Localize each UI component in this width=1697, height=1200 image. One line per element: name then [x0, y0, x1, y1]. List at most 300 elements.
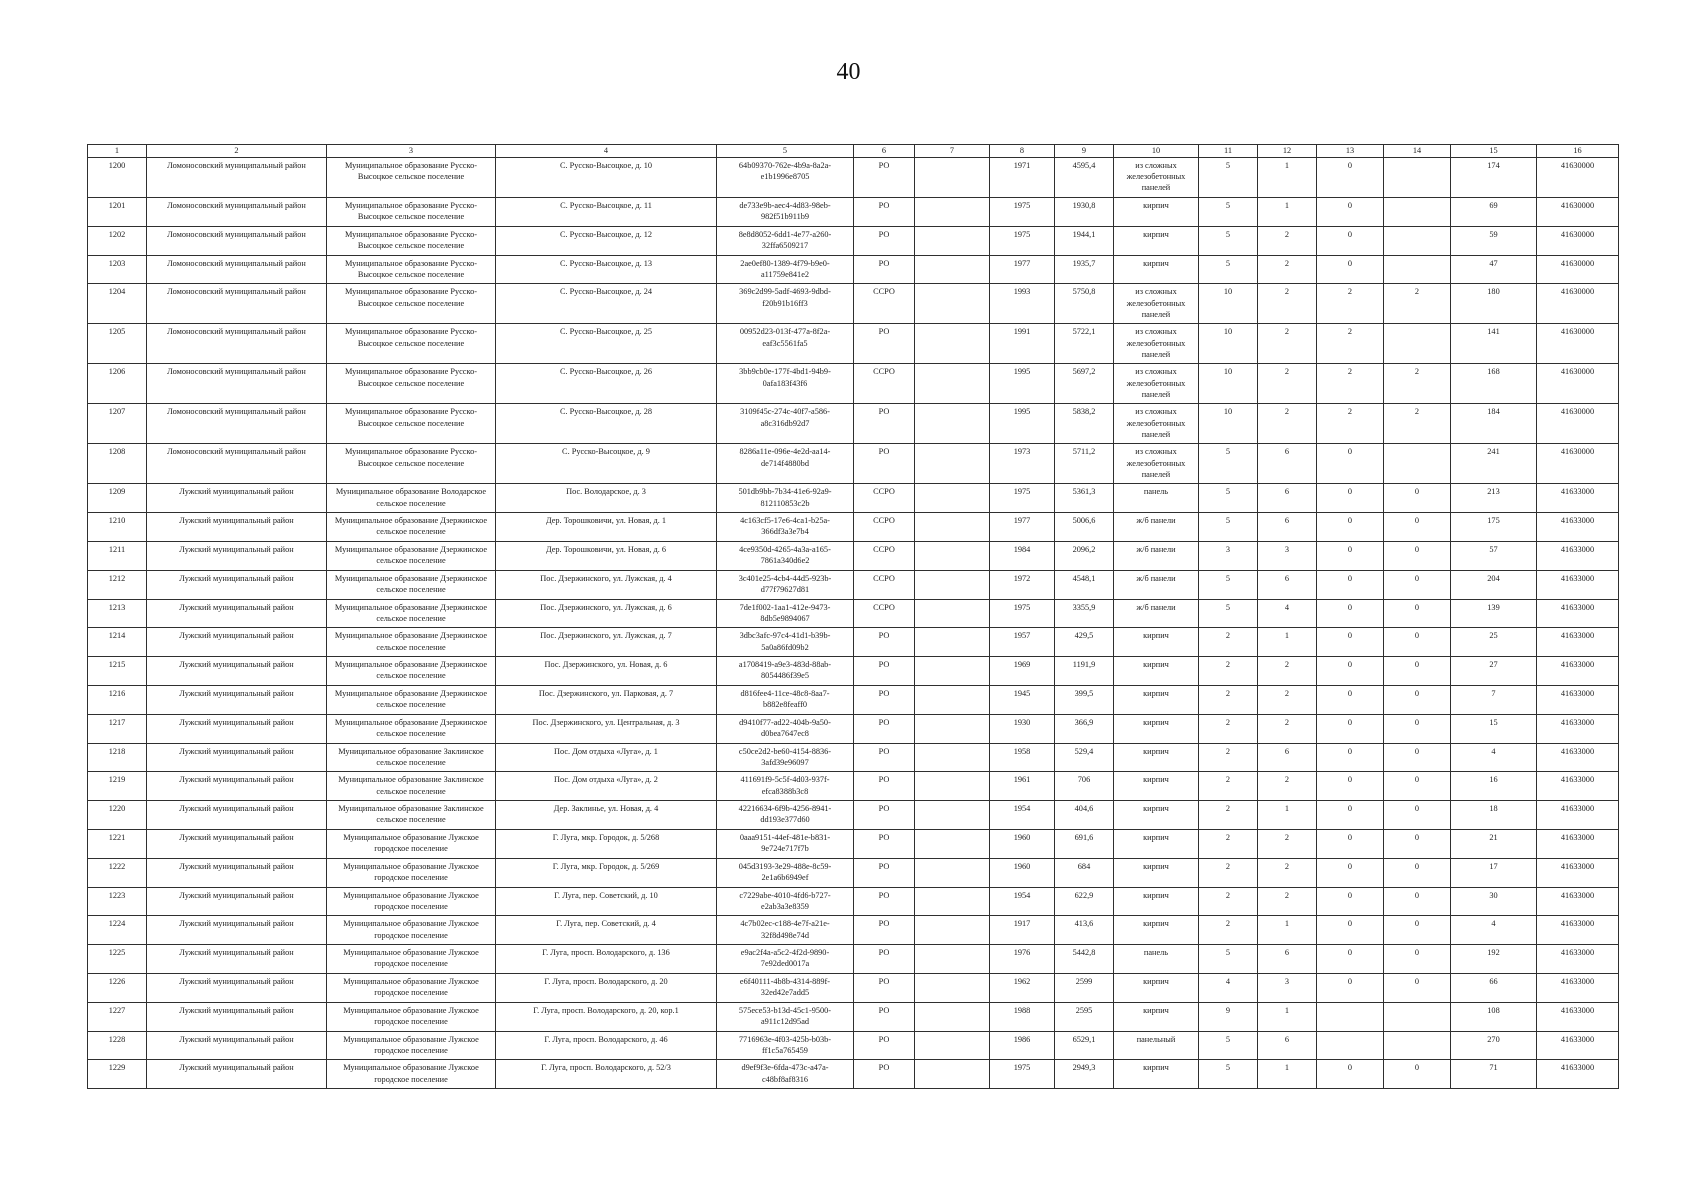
cell-type: РО [854, 772, 915, 801]
cell-col-13: 0 [1317, 541, 1384, 570]
cell-entrances: 6 [1258, 484, 1317, 513]
cell-oktmo: 41630000 [1537, 284, 1619, 324]
cell-area: 622,9 [1055, 887, 1114, 916]
cell-entrances: 6 [1258, 513, 1317, 542]
cell-address: Пос. Дом отдыха «Луга», д. 2 [496, 772, 717, 801]
cell-col-13: 0 [1317, 801, 1384, 830]
cell-guid: 575ece53-b13d-45c1-9500-a911c12d95ad [717, 1002, 854, 1031]
table-row [88, 887, 1619, 916]
cell-wall-material: кирпич [1114, 801, 1199, 830]
cell-col-13: 0 [1317, 945, 1384, 974]
cell-address: Пос. Дзержинского, ул. Лужская, д. 6 [496, 599, 717, 628]
cell-col-13: 2 [1317, 324, 1384, 364]
cell-row-number: 1229 [88, 1060, 147, 1089]
cell-guid: c50ce2d2-be60-4154-8836-3afd39e96097 [717, 743, 854, 772]
cell-district: Лужский муниципальный район [147, 685, 327, 714]
cell-col-14: 0 [1384, 945, 1451, 974]
cell-col-7 [915, 541, 990, 570]
cell-oktmo: 41633000 [1537, 801, 1619, 830]
table-row [88, 801, 1619, 830]
cell-wall-material: кирпич [1114, 1002, 1199, 1031]
cell-col-13: 2 [1317, 284, 1384, 324]
cell-col-13: 0 [1317, 858, 1384, 887]
cell-col-7 [915, 1060, 990, 1089]
table-row [88, 599, 1619, 628]
cell-row-number: 1219 [88, 772, 147, 801]
cell-col-7 [915, 444, 990, 484]
cell-type: РО [854, 973, 915, 1002]
cell-row-number: 1212 [88, 570, 147, 599]
cell-oktmo: 41630000 [1537, 226, 1619, 255]
cell-guid: 0aaa9151-44ef-481e-b831-9e724e717f7b [717, 829, 854, 858]
cell-floors: 4 [1199, 973, 1258, 1002]
cell-district: Лужский муниципальный район [147, 801, 327, 830]
cell-col-7 [915, 570, 990, 599]
cell-year-built: 1960 [990, 829, 1055, 858]
cell-col-14 [1384, 324, 1451, 364]
cell-residents: 108 [1451, 1002, 1537, 1031]
cell-col-14: 0 [1384, 570, 1451, 599]
cell-col-13: 0 [1317, 772, 1384, 801]
cell-residents: 16 [1451, 772, 1537, 801]
cell-residents: 213 [1451, 484, 1537, 513]
cell-area: 404,6 [1055, 801, 1114, 830]
cell-residents: 184 [1451, 404, 1537, 444]
cell-entrances: 2 [1258, 772, 1317, 801]
cell-type: ССРО [854, 364, 915, 404]
cell-row-number: 1202 [88, 226, 147, 255]
cell-year-built: 1991 [990, 324, 1055, 364]
cell-col-13: 0 [1317, 484, 1384, 513]
cell-oktmo: 41633000 [1537, 599, 1619, 628]
cell-type: РО [854, 158, 915, 198]
housing-registry-table [87, 144, 1619, 1089]
cell-residents: 175 [1451, 513, 1537, 542]
cell-wall-material: из сложных железобетонных панелей [1114, 404, 1199, 444]
table-row [88, 541, 1619, 570]
cell-oktmo: 41633000 [1537, 1031, 1619, 1060]
cell-type: РО [854, 945, 915, 974]
cell-wall-material: кирпич [1114, 628, 1199, 657]
cell-guid: 501db9bb-7b34-41e6-92a9-812110853c2b [717, 484, 854, 513]
cell-type: РО [854, 829, 915, 858]
cell-year-built: 1993 [990, 284, 1055, 324]
cell-residents: 4 [1451, 743, 1537, 772]
cell-guid: 3bb9cb0e-177f-4bd1-94b9-0afa183f43f6 [717, 364, 854, 404]
cell-floors: 5 [1199, 226, 1258, 255]
cell-area: 529,4 [1055, 743, 1114, 772]
cell-area: 4548,1 [1055, 570, 1114, 599]
cell-district: Ломоносовский муниципальный район [147, 198, 327, 227]
cell-floors: 2 [1199, 657, 1258, 686]
cell-type: РО [854, 404, 915, 444]
cell-entrances: 1 [1258, 916, 1317, 945]
cell-col-13: 0 [1317, 599, 1384, 628]
cell-residents: 18 [1451, 801, 1537, 830]
cell-year-built: 1957 [990, 628, 1055, 657]
cell-year-built: 1975 [990, 484, 1055, 513]
cell-district: Лужский муниципальный район [147, 541, 327, 570]
cell-guid: 045d3193-3e29-488e-8c59-2e1a6b6949ef [717, 858, 854, 887]
cell-residents: 59 [1451, 226, 1537, 255]
cell-col-14: 0 [1384, 513, 1451, 542]
cell-col-7 [915, 714, 990, 743]
cell-guid: 4ce9350d-4265-4a3a-a165-7861a340d6e2 [717, 541, 854, 570]
column-header-4: 4 [496, 145, 717, 158]
cell-col-14: 0 [1384, 801, 1451, 830]
cell-year-built: 1930 [990, 714, 1055, 743]
cell-municipality: Муниципальное образование Лужское городское поселение [327, 1060, 496, 1089]
cell-entrances: 1 [1258, 801, 1317, 830]
cell-oktmo: 41630000 [1537, 255, 1619, 284]
cell-row-number: 1209 [88, 484, 147, 513]
cell-col-7 [915, 1031, 990, 1060]
cell-col-13: 0 [1317, 657, 1384, 686]
cell-col-14: 0 [1384, 772, 1451, 801]
cell-year-built: 1995 [990, 364, 1055, 404]
cell-wall-material: кирпич [1114, 916, 1199, 945]
cell-entrances: 2 [1258, 714, 1317, 743]
cell-year-built: 1995 [990, 404, 1055, 444]
cell-wall-material: кирпич [1114, 858, 1199, 887]
cell-wall-material: кирпич [1114, 829, 1199, 858]
cell-col-7 [915, 829, 990, 858]
cell-entrances: 2 [1258, 404, 1317, 444]
cell-floors: 2 [1199, 829, 1258, 858]
cell-residents: 17 [1451, 858, 1537, 887]
cell-col-7 [915, 772, 990, 801]
cell-municipality: Муниципальное образование Заклинское сельское поселение [327, 772, 496, 801]
cell-address: Г. Луга, просп. Володарского, д. 136 [496, 945, 717, 974]
cell-row-number: 1206 [88, 364, 147, 404]
cell-residents: 168 [1451, 364, 1537, 404]
cell-district: Лужский муниципальный район [147, 916, 327, 945]
column-header-12: 12 [1258, 145, 1317, 158]
cell-residents: 57 [1451, 541, 1537, 570]
cell-address: Г. Луга, мкр. Городок, д. 5/268 [496, 829, 717, 858]
cell-municipality: Муниципальное образование Лужское городское поселение [327, 1031, 496, 1060]
cell-col-7 [915, 945, 990, 974]
cell-municipality: Муниципальное образование Лужское городское поселение [327, 858, 496, 887]
cell-year-built: 1917 [990, 916, 1055, 945]
cell-floors: 2 [1199, 743, 1258, 772]
cell-municipality: Муниципальное образование Лужское городское поселение [327, 945, 496, 974]
cell-col-13: 0 [1317, 570, 1384, 599]
cell-oktmo: 41633000 [1537, 570, 1619, 599]
cell-oktmo: 41633000 [1537, 1002, 1619, 1031]
cell-type: РО [854, 916, 915, 945]
cell-oktmo: 41633000 [1537, 628, 1619, 657]
cell-entrances: 6 [1258, 1031, 1317, 1060]
table-row [88, 858, 1619, 887]
cell-floors: 10 [1199, 404, 1258, 444]
cell-guid: 00952d23-013f-477a-8f2a-eaf3c5561fa5 [717, 324, 854, 364]
cell-col-13: 0 [1317, 628, 1384, 657]
cell-residents: 141 [1451, 324, 1537, 364]
cell-year-built: 1954 [990, 887, 1055, 916]
cell-guid: 3dbc3afc-97c4-41d1-b39b-5a0a86fd09b2 [717, 628, 854, 657]
cell-col-13: 0 [1317, 158, 1384, 198]
cell-row-number: 1228 [88, 1031, 147, 1060]
cell-district: Ломоносовский муниципальный район [147, 226, 327, 255]
cell-type: ССРО [854, 570, 915, 599]
cell-oktmo: 41633000 [1537, 916, 1619, 945]
cell-oktmo: 41630000 [1537, 158, 1619, 198]
cell-row-number: 1204 [88, 284, 147, 324]
cell-municipality: Муниципальное образование Русско-Высоцкое сельское поселение [327, 226, 496, 255]
cell-type: РО [854, 887, 915, 916]
cell-col-14: 0 [1384, 714, 1451, 743]
table-row [88, 916, 1619, 945]
cell-floors: 2 [1199, 628, 1258, 657]
cell-area: 366,9 [1055, 714, 1114, 743]
cell-floors: 5 [1199, 599, 1258, 628]
cell-row-number: 1215 [88, 657, 147, 686]
cell-municipality: Муниципальное образование Дзержинское сельское поселение [327, 657, 496, 686]
cell-wall-material: панель [1114, 945, 1199, 974]
cell-type: РО [854, 1002, 915, 1031]
cell-col-14: 0 [1384, 916, 1451, 945]
cell-municipality: Муниципальное образование Лужское городское поселение [327, 887, 496, 916]
cell-address: Пос. Дзержинского, ул. Лужская, д. 7 [496, 628, 717, 657]
cell-area: 691,6 [1055, 829, 1114, 858]
cell-guid: de733e9b-aec4-4d83-98eb-982f51b911b9 [717, 198, 854, 227]
cell-col-7 [915, 685, 990, 714]
cell-wall-material: кирпич [1114, 1060, 1199, 1089]
cell-address: Г. Луга, просп. Володарского, д. 46 [496, 1031, 717, 1060]
cell-type: РО [854, 1031, 915, 1060]
cell-year-built: 1945 [990, 685, 1055, 714]
column-header-14: 14 [1384, 145, 1451, 158]
table-row [88, 158, 1619, 198]
cell-district: Лужский муниципальный район [147, 1031, 327, 1060]
cell-area: 5697,2 [1055, 364, 1114, 404]
cell-municipality: Муниципальное образование Русско-Высоцкое сельское поселение [327, 158, 496, 198]
column-header-16: 16 [1537, 145, 1619, 158]
cell-year-built: 1976 [990, 945, 1055, 974]
page-number: 40 [836, 59, 861, 85]
cell-col-14: 0 [1384, 887, 1451, 916]
cell-row-number: 1210 [88, 513, 147, 542]
column-header-3: 3 [327, 145, 496, 158]
cell-oktmo: 41633000 [1537, 887, 1619, 916]
cell-oktmo: 41633000 [1537, 714, 1619, 743]
cell-col-7 [915, 364, 990, 404]
cell-district: Ломоносовский муниципальный район [147, 404, 327, 444]
cell-wall-material: кирпич [1114, 973, 1199, 1002]
cell-type: ССРО [854, 541, 915, 570]
table-row [88, 743, 1619, 772]
cell-floors: 2 [1199, 887, 1258, 916]
cell-area: 1191,9 [1055, 657, 1114, 686]
column-header-10: 10 [1114, 145, 1199, 158]
cell-entrances: 1 [1258, 628, 1317, 657]
cell-entrances: 2 [1258, 255, 1317, 284]
cell-col-13: 0 [1317, 444, 1384, 484]
cell-entrances: 1 [1258, 1060, 1317, 1089]
cell-type: ССРО [854, 484, 915, 513]
cell-type: ССРО [854, 599, 915, 628]
cell-floors: 3 [1199, 541, 1258, 570]
cell-area: 5838,2 [1055, 404, 1114, 444]
cell-guid: d9ef9f3e-6fda-473c-a47a-c48bf8af8316 [717, 1060, 854, 1089]
cell-address: Пос. Дзержинского, ул. Парковая, д. 7 [496, 685, 717, 714]
cell-col-14: 0 [1384, 541, 1451, 570]
cell-col-13: 2 [1317, 404, 1384, 444]
cell-row-number: 1200 [88, 158, 147, 198]
cell-row-number: 1211 [88, 541, 147, 570]
cell-area: 5361,3 [1055, 484, 1114, 513]
cell-entrances: 2 [1258, 829, 1317, 858]
cell-oktmo: 41630000 [1537, 198, 1619, 227]
cell-col-14: 2 [1384, 364, 1451, 404]
cell-residents: 30 [1451, 887, 1537, 916]
column-header-11: 11 [1199, 145, 1258, 158]
table-row [88, 628, 1619, 657]
cell-entrances: 6 [1258, 743, 1317, 772]
cell-wall-material: панельный [1114, 1031, 1199, 1060]
cell-guid: d816fee4-11ce-48c8-8aa7-b882e8feaff0 [717, 685, 854, 714]
column-header-15: 15 [1451, 145, 1537, 158]
cell-oktmo: 41633000 [1537, 513, 1619, 542]
cell-address: Пос. Дом отдыха «Луга», д. 1 [496, 743, 717, 772]
cell-guid: 4c163cf5-17e6-4ca1-b25a-366df3a3e7b4 [717, 513, 854, 542]
cell-col-14: 0 [1384, 599, 1451, 628]
cell-floors: 5 [1199, 484, 1258, 513]
cell-col-7 [915, 284, 990, 324]
cell-oktmo: 41633000 [1537, 772, 1619, 801]
cell-col-14: 2 [1384, 284, 1451, 324]
cell-district: Лужский муниципальный район [147, 945, 327, 974]
cell-year-built: 1960 [990, 858, 1055, 887]
cell-address: Пос. Дзержинского, ул. Лужская, д. 4 [496, 570, 717, 599]
cell-col-7 [915, 599, 990, 628]
cell-col-14: 0 [1384, 829, 1451, 858]
cell-wall-material: ж/б панели [1114, 570, 1199, 599]
cell-type: РО [854, 801, 915, 830]
cell-row-number: 1214 [88, 628, 147, 657]
table-row [88, 945, 1619, 974]
cell-type: РО [854, 657, 915, 686]
cell-residents: 180 [1451, 284, 1537, 324]
cell-type: РО [854, 324, 915, 364]
cell-wall-material: кирпич [1114, 685, 1199, 714]
cell-wall-material: кирпич [1114, 226, 1199, 255]
cell-district: Лужский муниципальный район [147, 1060, 327, 1089]
cell-municipality: Муниципальное образование Лужское городское поселение [327, 973, 496, 1002]
cell-year-built: 1977 [990, 255, 1055, 284]
cell-address: Пос. Дзержинского, ул. Новая, д. 6 [496, 657, 717, 686]
cell-entrances: 2 [1258, 284, 1317, 324]
cell-municipality: Муниципальное образование Дзержинское сельское поселение [327, 570, 496, 599]
cell-oktmo: 41633000 [1537, 973, 1619, 1002]
cell-oktmo: 41633000 [1537, 858, 1619, 887]
cell-area: 1935,7 [1055, 255, 1114, 284]
cell-year-built: 1972 [990, 570, 1055, 599]
cell-floors: 2 [1199, 916, 1258, 945]
cell-area: 3355,9 [1055, 599, 1114, 628]
cell-wall-material: кирпич [1114, 714, 1199, 743]
cell-col-7 [915, 513, 990, 542]
cell-type: РО [854, 444, 915, 484]
cell-row-number: 1218 [88, 743, 147, 772]
cell-oktmo: 41633000 [1537, 1060, 1619, 1089]
cell-residents: 204 [1451, 570, 1537, 599]
cell-col-13: 0 [1317, 973, 1384, 1002]
cell-district: Ломоносовский муниципальный район [147, 255, 327, 284]
cell-col-7 [915, 1002, 990, 1031]
cell-col-14 [1384, 1002, 1451, 1031]
cell-area: 684 [1055, 858, 1114, 887]
column-header-7: 7 [915, 145, 990, 158]
cell-col-14 [1384, 1031, 1451, 1060]
cell-col-14 [1384, 444, 1451, 484]
table-row [88, 1060, 1619, 1089]
cell-col-13: 0 [1317, 887, 1384, 916]
cell-oktmo: 41630000 [1537, 324, 1619, 364]
cell-row-number: 1216 [88, 685, 147, 714]
cell-wall-material: из сложных железобетонных панелей [1114, 444, 1199, 484]
cell-floors: 5 [1199, 158, 1258, 198]
cell-area: 399,5 [1055, 685, 1114, 714]
cell-col-7 [915, 484, 990, 513]
cell-district: Лужский муниципальный район [147, 1002, 327, 1031]
cell-col-13: 0 [1317, 916, 1384, 945]
cell-municipality: Муниципальное образование Лужское городское поселение [327, 1002, 496, 1031]
cell-area: 5442,8 [1055, 945, 1114, 974]
table-row [88, 513, 1619, 542]
cell-guid: 411691f9-5c5f-4d03-937f-efca8388b3c8 [717, 772, 854, 801]
cell-district: Ломоносовский муниципальный район [147, 158, 327, 198]
cell-address: С. Русско-Высоцкое, д. 10 [496, 158, 717, 198]
table-row [88, 284, 1619, 324]
cell-year-built: 1971 [990, 158, 1055, 198]
cell-entrances: 1 [1258, 158, 1317, 198]
cell-floors: 10 [1199, 324, 1258, 364]
cell-address: Пос. Володарское, д. 3 [496, 484, 717, 513]
column-header-9: 9 [1055, 145, 1114, 158]
cell-entrances: 2 [1258, 858, 1317, 887]
cell-guid: 7716963e-4f03-425b-b03b-ff1c5a765459 [717, 1031, 854, 1060]
table-row [88, 255, 1619, 284]
column-header-13: 13 [1317, 145, 1384, 158]
cell-area: 413,6 [1055, 916, 1114, 945]
cell-address: С. Русско-Высоцкое, д. 11 [496, 198, 717, 227]
cell-address: С. Русско-Высоцкое, д. 13 [496, 255, 717, 284]
cell-address: С. Русско-Высоцкое, д. 24 [496, 284, 717, 324]
cell-row-number: 1222 [88, 858, 147, 887]
cell-area: 429,5 [1055, 628, 1114, 657]
cell-year-built: 1975 [990, 198, 1055, 227]
cell-wall-material: кирпич [1114, 743, 1199, 772]
cell-col-14: 0 [1384, 1060, 1451, 1089]
cell-col-7 [915, 657, 990, 686]
cell-col-14 [1384, 226, 1451, 255]
cell-area: 5722,1 [1055, 324, 1114, 364]
cell-oktmo: 41630000 [1537, 404, 1619, 444]
cell-address: С. Русско-Высоцкое, д. 26 [496, 364, 717, 404]
cell-row-number: 1205 [88, 324, 147, 364]
cell-col-7 [915, 858, 990, 887]
cell-year-built: 1975 [990, 599, 1055, 628]
cell-floors: 5 [1199, 945, 1258, 974]
cell-row-number: 1203 [88, 255, 147, 284]
cell-address: Дер. Заклинье, ул. Новая, д. 4 [496, 801, 717, 830]
cell-residents: 192 [1451, 945, 1537, 974]
cell-floors: 2 [1199, 801, 1258, 830]
cell-col-14: 0 [1384, 685, 1451, 714]
cell-district: Лужский муниципальный район [147, 714, 327, 743]
